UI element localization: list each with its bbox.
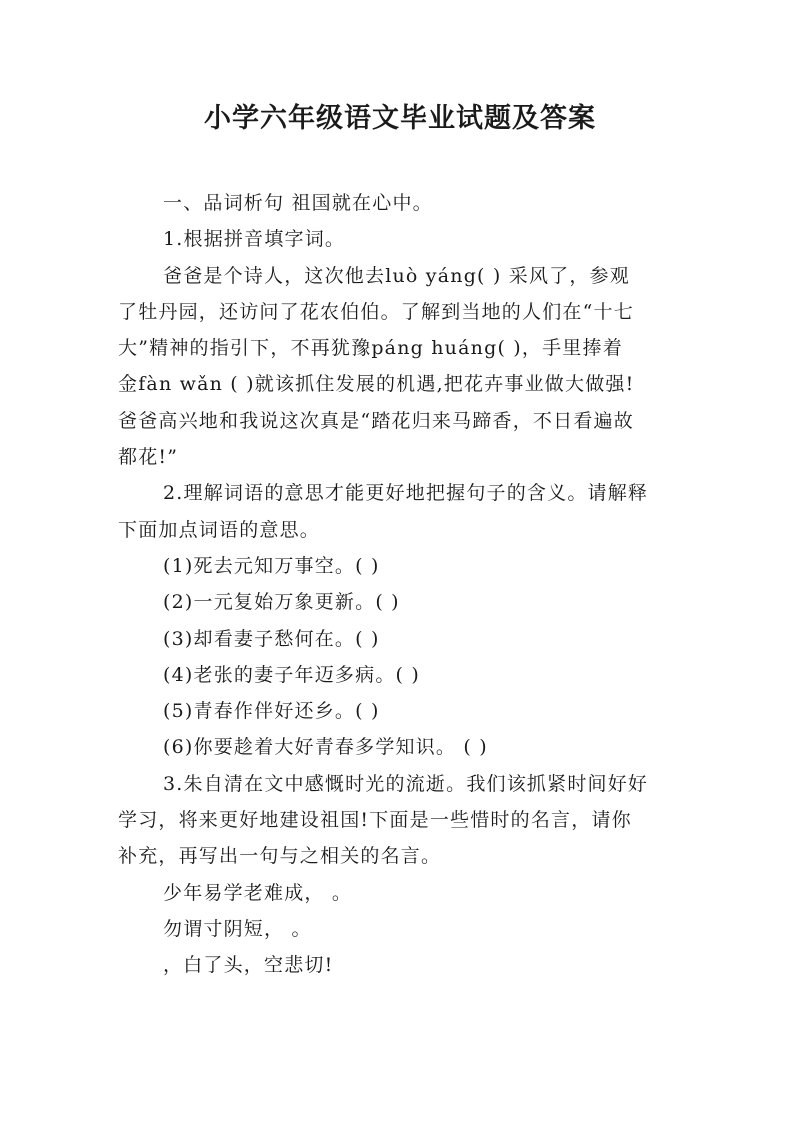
paragraph-line: 爸爸高兴地和我说这次真是“踏花归来马蹄香，不日看遍故 (118, 409, 634, 432)
quote-line: ，白了头，空悲切! (163, 954, 334, 977)
paragraph-line: 补充，再写出一句与之相关的名言。 (118, 845, 442, 868)
paragraph-line: 了牡丹园，还访问了花农伯伯。了解到当地的人们在“十七 (118, 300, 634, 323)
paragraph-line: 学习，将来更好地建设祖国!下面是一些惜时的名言，请你 (118, 809, 632, 832)
question-heading: 3.朱自清在文中感慨时光的流逝。我们该抓紧时间好好 (163, 772, 649, 795)
paragraph-line: 都花!” (118, 446, 179, 469)
quote-line: 勿谓寸阴短， 。 (163, 917, 312, 940)
question-item: (5)青春作伴好还乡。( ) (163, 700, 380, 723)
section-heading: 一、品词析句 祖国就在心中。 (163, 192, 433, 214)
question-heading: 1.根据拼音填字词。 (163, 228, 346, 251)
paragraph-line: 爸爸是个诗人，这次他去luò yáng( ) 采风了，参观 (163, 264, 630, 287)
paragraph-line: 下面加点词语的意思。 (118, 518, 321, 541)
document-body (118, 185, 688, 984)
question-item: (4)老张的妻子年迈多病。( ) (163, 663, 420, 686)
question-item: (3)却看妻子愁何在。( ) (163, 627, 380, 650)
question-item: (6)你要趁着大好青春多学知识。 ( ) (163, 736, 488, 759)
question-heading: 2.理解词语的意思才能更好地把握句子的含义。请解释 (163, 482, 649, 505)
quote-line: 少年易学老难成， 。 (163, 881, 353, 904)
document-title: 小学六年级语文毕业试题及答案 (204, 103, 596, 134)
paragraph-line: 大”精神的指引下，不再犹豫páng huáng( )，手里捧着 (118, 337, 623, 360)
question-item: (1)死去元知万事空。( ) (163, 554, 380, 577)
paragraph-line: 金fàn wǎn ( )就该抓住发展的机遇,把花卉事业做大做强! (118, 373, 635, 396)
question-item: (2)一元复始万象更新。( ) (163, 591, 400, 614)
